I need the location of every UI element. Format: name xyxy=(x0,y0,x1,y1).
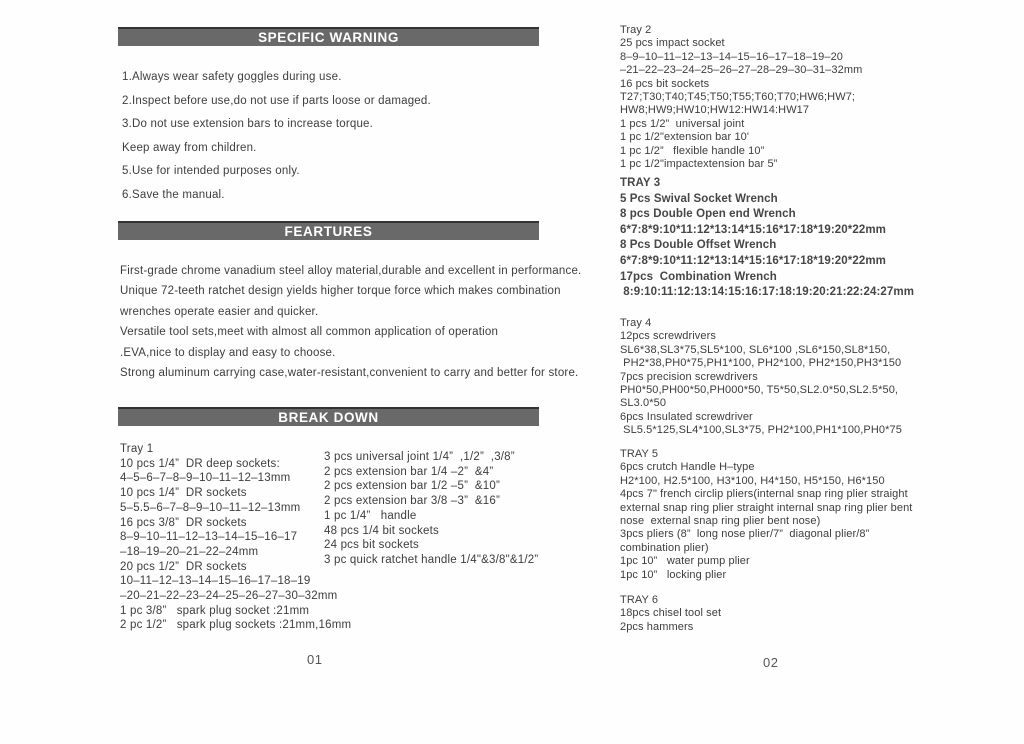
tray2-line: 25 pcs impact socket xyxy=(620,37,725,50)
tray2-line: 16 pcs bit sockets xyxy=(620,77,710,90)
tray1-line: 1 pc 1/4” handle xyxy=(324,509,417,522)
tray1-line: 16 pcs 3/8” DR sockets xyxy=(120,516,247,529)
feature-item: Versatile tool sets,meet with almost all common application of operation xyxy=(120,326,499,339)
tray3-line: 8 Pcs Double Offset Wrench xyxy=(620,239,777,252)
tray4-line: SL6*38,SL3*75,SL5*100, SL6*100 ,SL6*150,SL8*150, xyxy=(620,343,891,356)
tray2-line: Tray 2 xyxy=(620,24,652,36)
tray5-line: TRAY 5 xyxy=(620,448,659,460)
tray5-line: combination plier) xyxy=(620,541,709,554)
warning-item: 3.Do not use extension bars to increase torque. xyxy=(122,118,374,130)
section-title-break-down: BREAK DOWN xyxy=(278,410,379,425)
warning-list xyxy=(122,66,431,207)
tray2-line: 1 pc 1/2"extension bar 10' xyxy=(620,131,750,144)
tray1-line: 2 pcs extension bar 3/8 –3” &16” xyxy=(324,495,501,508)
tray4-line: 6pcs Insulated screwdriver xyxy=(620,410,753,423)
tray1-line: 2 pc 1/2” spark plug sockets :21mm,16mm xyxy=(120,619,352,632)
tray2-line: 1 pcs 1/2” universal joint xyxy=(620,117,745,130)
tray4-line: 7pcs precision screwdrivers xyxy=(620,370,758,383)
section-header-specific-warning xyxy=(118,27,539,46)
warning-item: 2.Inspect before use,do not use if parts loose or damaged. xyxy=(122,94,431,107)
tray1-line: 5–5.5–6–7–8–9–10–11–12–13mm xyxy=(120,501,301,514)
tray1-line: 1 pc 3/8” spark plug socket :21mm xyxy=(120,604,310,617)
page-number-01: 01 xyxy=(307,652,323,667)
page-number-02: 02 xyxy=(763,655,779,670)
tray3-line: 5 Pcs Swival Socket Wrench xyxy=(620,192,778,205)
tray4-line: Tray 4 xyxy=(620,317,652,329)
tray1-line: 20 pcs 1/2” DR sockets xyxy=(120,560,247,573)
tray2-line: 1 pc 1/2” flexible handle 10” xyxy=(620,144,765,157)
tray1-column-left xyxy=(120,442,351,633)
warning-item: 5.Use for intended purposes only. xyxy=(122,165,300,177)
tray4-line: 12pcs screwdrivers xyxy=(620,330,716,343)
tray3-line: 17pcs Combination Wrench xyxy=(620,270,777,283)
tray1-line: 48 pcs 1/4 bit sockets xyxy=(324,524,439,537)
tray3-line: 8 pcs Double Open end Wrench xyxy=(620,208,796,221)
tray5-line: H2*100, H2.5*100, H3*100, H4*150, H5*150, H6*150 xyxy=(620,474,885,487)
section-header-break-down xyxy=(118,407,539,426)
tray4-line: SL5.5*125,SL4*100,SL3*75, PH2*100,PH1*100,PH0*75 xyxy=(620,424,902,437)
tray1-line: 24 pcs bit sockets xyxy=(324,539,420,552)
tray5-line: 1pc 10” locking plier xyxy=(620,568,727,581)
tray6-line: 2pcs hammers xyxy=(620,620,694,633)
tray4-block xyxy=(620,317,902,438)
tray1-column-right xyxy=(324,450,538,568)
tray1-line: 10 pcs 1/4” DR sockets xyxy=(120,487,247,500)
feature-item: First-grade chrome vanadium steel alloy material,durable and excellent in performance. xyxy=(120,265,582,277)
tray2-line: T27;T30;T40;T45;T50;T55;T60;T70;HW6;HW7; xyxy=(620,91,856,104)
tray3-line: 6*7:8*9:10*11:12*13:14*15:16*17:18*19:20*22mm xyxy=(620,223,887,236)
tray3-block xyxy=(620,176,914,301)
feature-item: .EVA,nice to display and easy to choose. xyxy=(120,346,336,359)
tray4-line: SL3.0*50 xyxy=(620,397,667,410)
tray1-line: 8–9–10–11–12–13–14–15–16–17 xyxy=(120,531,298,544)
warning-item: 1.Always wear safety goggles during use. xyxy=(122,71,342,83)
tray4-line: PH0*50,PH00*50,PH000*50, T5*50,SL2.0*50,SL2.5*50, xyxy=(620,384,899,397)
tray5-line: 4pcs 7" french circlip pliers(internal snap ring plier straight xyxy=(620,488,908,501)
tray5-line: nose external snap ring plier bent nose) xyxy=(620,515,821,528)
tray3-line: 6*7:8*9:10*11:12*13:14*15:16*17:18*19:20*22mm xyxy=(620,254,887,267)
tray1-line: –20–21–22–23–24–25–26–27–30–32mm xyxy=(120,590,338,603)
feature-item: Strong aluminum carrying case,water-resistant,convenient to carry and better for store. xyxy=(120,367,579,380)
tray1-line: 10–11–12–13–14–15–16–17–18–19 xyxy=(120,575,311,588)
tray6-line: TRAY 6 xyxy=(620,594,659,606)
section-title-features: FEARTURES xyxy=(284,224,373,239)
features-list xyxy=(120,261,581,383)
warning-item: 6.Save the manual. xyxy=(122,188,225,201)
tray1-line: 3 pc quick ratchet handle 1/4"&3/8"&1/2” xyxy=(324,553,539,566)
feature-item: wrenches operate easier and quicker. xyxy=(120,305,319,318)
tray3-line: TRAY 3 xyxy=(620,177,661,189)
feature-item: Unique 72-teeth ratchet design yields higher torque force which makes combination xyxy=(120,285,561,298)
tray3-line: 8:9:10:11:12:13:14:15:16:17:18:19:20:21:22:24:27mm xyxy=(620,286,915,299)
tray1-line: –18–19–20–21–22–24mm xyxy=(120,545,259,558)
warning-item: Keep away from children. xyxy=(122,141,257,154)
tray5-line: 3pcs pliers (8” long nose plier/7” diagonal plier/8” xyxy=(620,528,870,541)
tray6-line: 18pcs chisel tool set xyxy=(620,607,722,620)
tray5-block xyxy=(620,448,912,582)
tray2-line: HW8;HW9;HW10;HW12:HW14:HW17 xyxy=(620,104,810,117)
tray1-line: 2 pcs extension bar 1/2 –5” &10” xyxy=(324,480,501,493)
tray1-line: 3 pcs universal joint 1/4” ,1/2” ,3/8” xyxy=(324,451,515,463)
section-title-specific-warning: SPECIFIC WARNING xyxy=(258,30,399,45)
section-header-features xyxy=(118,221,539,240)
tray1-line: Tray 1 xyxy=(120,443,154,455)
tray2-block xyxy=(620,24,862,171)
tray1-line: 4–5–6–7–8–9–10–11–12–13mm xyxy=(120,472,291,485)
tray5-line: 1pc 10” water pump plier xyxy=(620,555,750,568)
tray4-line: PH2*38,PH0*75,PH1*100, PH2*100, PH2*150,PH3*150 xyxy=(620,357,902,370)
tray2-line: –21–22–23–24–25–26–27–28–29–30–31–32mm xyxy=(620,64,863,77)
tray5-line: external snap ring plier straight internal snap ring plier bent xyxy=(620,501,913,514)
tray5-line: 6pcs crutch Handle H–type xyxy=(620,461,755,474)
tray6-block xyxy=(620,594,721,634)
tray1-line: 10 pcs 1/4” DR deep sockets: xyxy=(120,457,280,470)
tray1-line: 2 pcs extension bar 1/4 –2” &4” xyxy=(324,465,494,478)
tray2-line: 1 pc 1/2"impactextension bar 5” xyxy=(620,158,778,171)
tray2-line: 8–9–10–11–12–13–14–15–16–17–18–19–20 xyxy=(620,50,844,63)
